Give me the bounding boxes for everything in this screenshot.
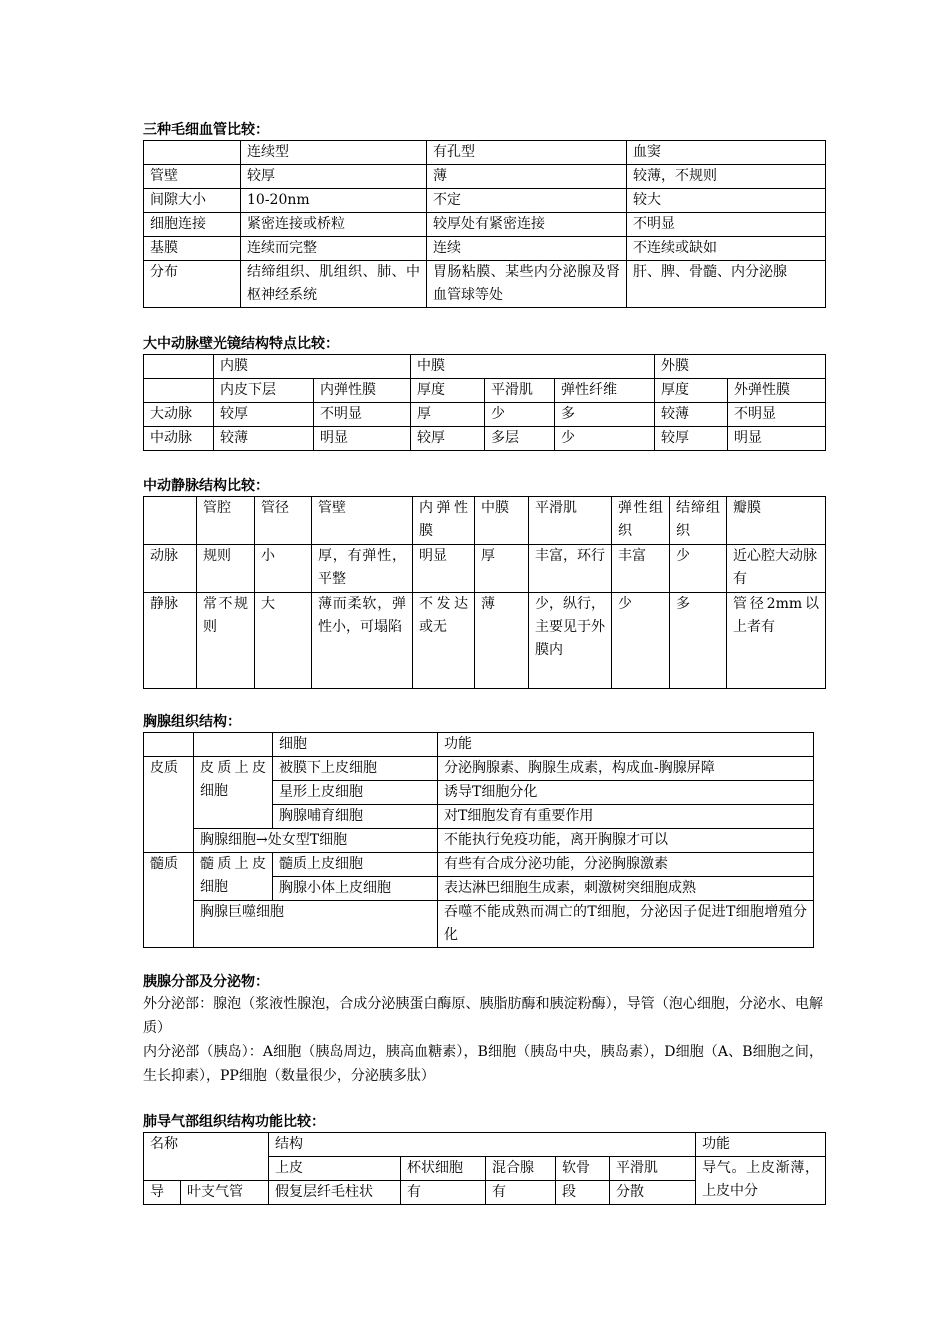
pancreas-exocrine: 外分泌部：腺泡（浆液性腺泡，合成分泌胰蛋白酶原、胰脂肪酶和胰淀粉酶），导管（泡心细胞，分泌水、电解质） [143, 996, 823, 1036]
region-medulla: 髓质 [144, 853, 194, 948]
table-cell: 导 [144, 1181, 181, 1205]
table-cell: 较厚 [214, 403, 314, 427]
table-cell: 不定 [427, 189, 627, 213]
table-cell: 明显 [413, 545, 475, 593]
table-cell: 丰富 [612, 545, 670, 593]
table-cell: 细胞 [273, 733, 438, 757]
table-cell: 明显 [728, 427, 826, 451]
table-cell: 平滑肌 [529, 497, 612, 545]
table-cell: 平滑肌 [610, 1157, 696, 1181]
table-cell: 静脉 [144, 593, 197, 689]
capillary-title: 三种毛细血管比较： [143, 122, 269, 138]
lung-title: 肺导气部组织结构功能比较： [143, 1114, 325, 1130]
table-cell: 结缔组织、肌组织、肺、中枢神经系统 [241, 261, 427, 308]
table-cell: 不发达或无 [413, 593, 475, 689]
table-cell: 较厚 [411, 427, 485, 451]
table-cell: 连续型 [241, 141, 427, 165]
table-row [144, 427, 826, 451]
table-cell: 规则 [197, 545, 255, 593]
table-cell: 常不规则 [197, 593, 255, 689]
table-cell: 厚度 [411, 379, 485, 403]
table-cell: 厚 [411, 403, 485, 427]
table-cell: 较厚处有紧密连接 [427, 213, 627, 237]
table-cell: 肝、脾、骨髓、内分泌腺 [627, 261, 826, 308]
table-cell: 诱导T细胞分化 [438, 781, 814, 805]
table-cell: 星形上皮细胞 [273, 781, 438, 805]
table-row [144, 165, 826, 189]
table-cell: 有 [401, 1181, 486, 1205]
group-header: 结构 [269, 1133, 696, 1157]
table-cell: 名称 [144, 1133, 269, 1181]
table-row [144, 545, 826, 593]
table-cell: 杯状细胞 [401, 1157, 486, 1181]
table-cell [144, 497, 197, 545]
table-cell: 结缔组织 [670, 497, 727, 545]
table-cell: 软骨 [556, 1157, 610, 1181]
table-cell: 连续而完整 [241, 237, 427, 261]
region-cortex: 皮质 [144, 757, 194, 853]
table-row [144, 733, 814, 757]
table-cell: 叶支气管 [181, 1181, 269, 1205]
table-cell: 髓质上皮细胞 [273, 853, 438, 877]
table-cell: 有孔型 [427, 141, 627, 165]
table-cell: 有些有合成分泌功能，分泌胸腺激素 [438, 853, 814, 877]
table-cell: 中动脉 [144, 427, 214, 451]
table-cell: 多层 [485, 427, 555, 451]
table-cell: 平滑肌 [485, 379, 555, 403]
table-cell [144, 733, 194, 757]
table-cell: 厚 [475, 545, 529, 593]
table-cell: 基膜 [144, 237, 241, 261]
table-row [144, 1133, 826, 1157]
table-cell: 内皮下层 [214, 379, 314, 403]
table-cell: 大动脉 [144, 403, 214, 427]
table-cell: 管壁 [144, 165, 241, 189]
table-cell: 表达淋巴细胞生成素，刺激树突细胞成熟 [438, 877, 814, 901]
medulla-epithelial-cell: 髓质上皮细胞 [194, 853, 273, 901]
table-cell: 细胞连接 [144, 213, 241, 237]
table-cell: 较厚 [241, 165, 427, 189]
table-cell: 多 [670, 593, 727, 689]
thymus-title: 胸腺组织结构： [143, 714, 241, 730]
table-cell: 薄而柔软，弹性小，可塌陷 [312, 593, 413, 689]
pancreas-title: 胰腺分部及分泌物： [143, 974, 269, 990]
table-cell: 胃肠粘膜、某些内分泌腺及肾血管球等处 [427, 261, 627, 308]
table-row [144, 213, 826, 237]
table-cell: 不明显 [728, 403, 826, 427]
table-cell: 弹性纤维 [555, 379, 655, 403]
table-row [144, 189, 826, 213]
table-cell: 管径 [255, 497, 312, 545]
table-cell [144, 355, 214, 379]
vessel-table [143, 496, 826, 689]
table-cell: 小 [255, 545, 312, 593]
table-cell: 不明显 [627, 213, 826, 237]
lung-table [143, 1132, 826, 1205]
table-cell: 少，纵行，主要见于外膜内 [529, 593, 612, 689]
table-cell: 间隙大小 [144, 189, 241, 213]
table-cell: 较薄 [214, 427, 314, 451]
table-cell: 上皮 [269, 1157, 401, 1181]
group-header: 中膜 [411, 355, 655, 379]
table-cell: 管腔 [197, 497, 255, 545]
table-row [144, 261, 826, 308]
capillary-table [143, 140, 826, 308]
table-cell: 较薄 [655, 403, 728, 427]
table-cell: 少 [670, 545, 727, 593]
artery-title: 大中动脉壁光镜结构特点比较： [143, 336, 339, 352]
table-cell: 紧密连接或桥粒 [241, 213, 427, 237]
pancreas-endocrine: 内分泌部（胰岛）：A细胞（胰岛周边，胰高血糖素），B细胞（胰岛中央，胰岛素），D细胞（A、B细胞之间，生长抑素），PP细胞（数量很少，分泌胰多肽） [143, 1044, 823, 1084]
table-cell: 少 [485, 403, 555, 427]
table-cell: 对T细胞发育有重要作用 [438, 805, 814, 829]
table-cell: 少 [612, 593, 670, 689]
artery-table [143, 354, 826, 451]
table-cell: 动脉 [144, 545, 197, 593]
table-row [144, 497, 826, 545]
table-cell: 弹性组织 [612, 497, 670, 545]
table-cell: 管径2mm以上者有 [727, 593, 826, 689]
table-row [144, 379, 826, 403]
table-cell: 丰富，环行 [529, 545, 612, 593]
table-cell: 有 [486, 1181, 556, 1205]
table-cell: 导气。上皮渐薄，上皮中分 [696, 1157, 826, 1205]
table-cell: 薄 [427, 165, 627, 189]
table-cell [144, 141, 241, 165]
table-cell: 较薄，不规则 [627, 165, 826, 189]
table-cell: 厚，有弹性，平整 [312, 545, 413, 593]
table-row [144, 403, 826, 427]
table-cell: 近心腔大动脉有 [727, 545, 826, 593]
table-row [144, 853, 814, 877]
table-cell: 薄 [475, 593, 529, 689]
table-cell [144, 379, 214, 403]
thymus-table [143, 732, 814, 948]
table-cell: 较厚 [655, 427, 728, 451]
group-header: 功能 [696, 1133, 826, 1157]
table-cell: 不明显 [314, 403, 411, 427]
table-cell: 段 [556, 1181, 610, 1205]
table-cell: 吞噬不能成熟而凋亡的T细胞，分泌因子促进T细胞增殖分化 [438, 901, 814, 948]
table-cell: 中膜 [475, 497, 529, 545]
table-cell: 混合腺 [486, 1157, 556, 1181]
table-row [144, 237, 826, 261]
table-cell: 明显 [314, 427, 411, 451]
table-cell: 大 [255, 593, 312, 689]
table-cell: 厚度 [655, 379, 728, 403]
table-cell: 分散 [610, 1181, 696, 1205]
group-header: 内膜 [214, 355, 411, 379]
table-cell [194, 733, 273, 757]
table-cell: 分布 [144, 261, 241, 308]
table-cell: 内弹性膜 [314, 379, 411, 403]
table-row [144, 593, 826, 689]
vessel-title: 中动静脉结构比较： [143, 478, 269, 494]
table-cell: 10-20nm [241, 189, 427, 213]
table-cell: 连续 [427, 237, 627, 261]
table-cell: 假复层纤毛柱状 [269, 1181, 401, 1205]
group-header: 外膜 [655, 355, 826, 379]
table-cell: 瓣膜 [727, 497, 826, 545]
table-row [144, 141, 826, 165]
table-row [144, 757, 814, 781]
table-row [144, 829, 814, 853]
table-cell: 外弹性膜 [728, 379, 826, 403]
table-cell: 不连续或缺如 [627, 237, 826, 261]
table-cell: 分泌胸腺素、胸腺生成素，构成血-胸腺屏障 [438, 757, 814, 781]
table-cell: 胸腺巨噬细胞 [194, 901, 438, 948]
cortex-epithelial-cell: 皮质上皮细胞 [194, 757, 273, 829]
table-cell: 胸腺小体上皮细胞 [273, 877, 438, 901]
table-cell: 多 [555, 403, 655, 427]
table-cell: 较大 [627, 189, 826, 213]
table-cell: 不能执行免疫功能，离开胸腺才可以 [438, 829, 814, 853]
table-cell: 内弹性膜 [413, 497, 475, 545]
table-cell: 少 [555, 427, 655, 451]
table-cell: 血窦 [627, 141, 826, 165]
table-cell: 胸腺细胞→处女型T细胞 [194, 829, 438, 853]
table-cell: 被膜下上皮细胞 [273, 757, 438, 781]
table-cell: 功能 [438, 733, 814, 757]
table-cell: 胸腺哺育细胞 [273, 805, 438, 829]
table-cell: 管壁 [312, 497, 413, 545]
table-row [144, 355, 826, 379]
table-row [144, 901, 814, 948]
